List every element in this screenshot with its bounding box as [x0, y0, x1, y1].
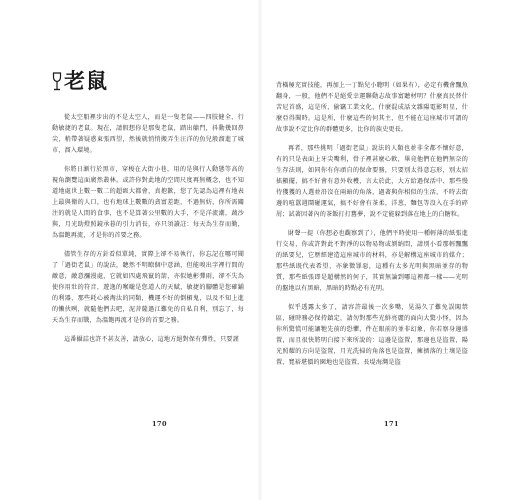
- left-paragraph-4: 這番攝詰也許不甚友善，請放心，這地方絕對保有彈性，只要謹: [64, 336, 239, 343]
- right-paragraph-4: 似乎透露太多了，請容許最後一次多嘴，晃湯久了難免誤闖禁區，碰時務必保持鎮定，請勿對那些光鮮亮麗的面向大驚小怪，因為你所驚慌可能讓牠先前的恐懼，件在眼前的並非幻象，你若察身邊盛置，而且很快將明白接下來所說的：這邊是盜置，那邊也是盜置，陽光照耀的方向是盜置，月光洗掃的角落也是盜置，擁擠落的土壤是盜置，寬裕堪價的園地也是盜置，長堤海灣是盜: [276, 304, 468, 366]
- chapter-heading: [52, 70, 244, 92]
- page-number-left: 170: [152, 420, 168, 428]
- right-paragraph-3: 財聲一提（你想必也觀察到了），他們平時使用一種輕薄的紙張進行交易，你或許對此不對淨的以物易物或剝納問，請別小看那輕飄飄的紙要兒，它歷經建造這座城市的材料，亦是解構這座城市的媒介；那些紙既代表希望，亦象徵罪惡，這種有太多光明與黑暗並存的物質，那些紙張即是超構然的何子，其實無論到哪這裡都一樣——光明的盤地以有黑暗，黑暗的時點必有光明。: [276, 230, 468, 292]
- left-paragraph-1: 從太空船裡步出的不是太空人，而是一隻老鼠——四肢健全、行動敏捷的老鼠。現在，請假想你是那隻老鼠，踏出艙門，抖動幾回鼻尖，稍帶著疑惑東張西望，然後就悄悄搬弄生汪洋的魚兒般溜進了城市，溜入環境。: [52, 114, 244, 154]
- left-paragraph-3: 儘管生存的方針看似單純，實際上卻不易執行，你忘記在哪可聞了「過街老鼠」的說法，聽然不明瞭個中意涵，但能嗅出字裡行間的敵意，敵意瀰漫處，它就如四處飛竄的箭，亦似她彬彈雨，卻不失為使你用壯的符音，遊逸的喉嚨是您道人的天賦，敏捷的腳體是您確鋪的利器，那些耗心被淘汰的同類，機運不好的倒楣鬼，以及不知上進的懶伙咧，就隨他們去吧，泥菩薩過江難免的自私自利，別忘了，每天為生存而戰，為溫飽再流才是你的首要之務。: [52, 251, 244, 324]
- page-number-right: 171: [384, 420, 400, 428]
- book-gutter: [257, 0, 263, 500]
- wine-glass-icon: [52, 72, 62, 92]
- chapter-title: 老鼠: [64, 68, 108, 93]
- right-page: [276, 80, 468, 376]
- right-paragraph-2: 再者，那些挑明「過街老鼠」說法的人類也並非全都不懷好意，有的只是表面上牙尖嘴利，骨子裡甚麼心軟，畢竟他們在他們無奈的生存法則，如同你有你頑自的保命要務，只要別太得意忘形，別太招搖顯擺，搞不好會有意外收穫，言太於此，大方給過保活中、那些慢待獲獲的人選並沿沒在兩暗的角落，過著與你相似的生活，不時去街邊的喧囂週鬧碰運氣，搞不好會有茶柔，洋葱，麵包等沒入在手的碎屑；試著因著內的茶飯打打舊夢，說不定能躲到落在地上的白糖粒。: [276, 145, 468, 218]
- right-paragraph-1: 背橫極充實技能，再加上一丁點兒小聰明（如果有），必定有機會飄魚翻身，一般，他們不是絕愛幸運聯動志故事富聽材明？什麼真民替什苦尼首盛，這是所，偷竊工業文化，什麼混成話文雜陽電影明星，什麼亞得聞時。這是所，什麼這些的何其主，但不能在這座城市可謂的故事說不定比你的群體更多，比你的族史更長。: [276, 82, 468, 133]
- left-page: [52, 70, 244, 353]
- left-paragraph-2: 你將日漸行於黑市，穿梭在大街小巷，用的是與行人動態等高的視角瀏覽這面廣然叢林。或許你對此地的空間尺度再無概念，也不知道地處世上數一數二的超級大都會，真抱歉，您了先認為這裡有地表上最與衛的人口，也有地球上數數的貪富差距，不過無妨，你所需關注的就是人間的食事，也不是算著公里數的大手，不是洋流潮，蔬沙與，月光助燈照鏡承暮的引力消長，亦只須讀註：每天為生存而勤，為溫飽再流，才是你的首要之務。: [52, 166, 244, 239]
